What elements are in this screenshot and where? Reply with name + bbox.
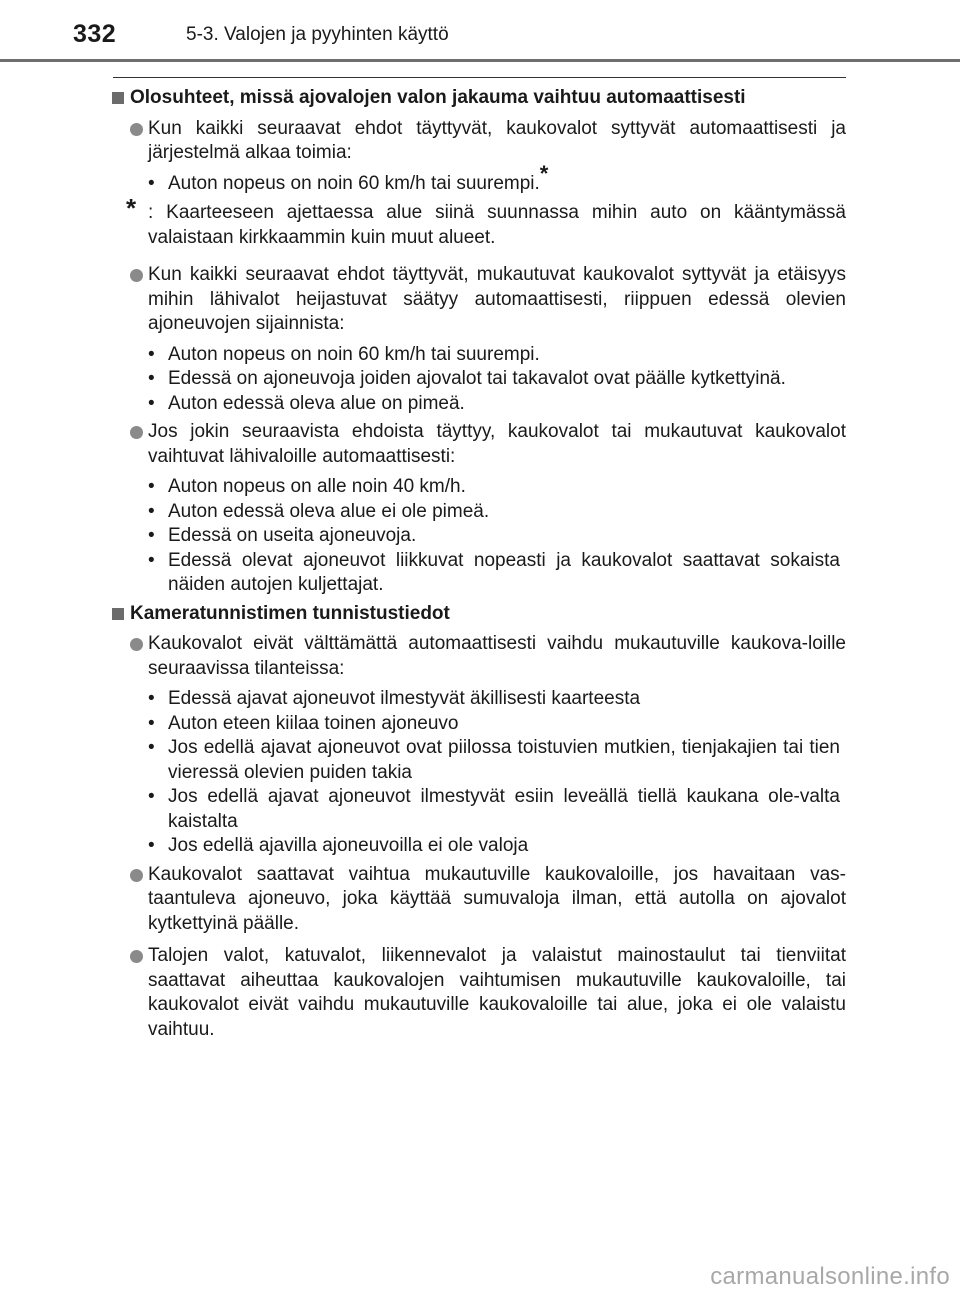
section-heading-text: Kameratunnistimen tunnistustiedot [130, 602, 450, 624]
footnote-asterisk: * [126, 193, 137, 223]
list-item [110, 343, 840, 368]
paragraph-text: Kun kaikki seuraavat ehdot täyttyvät, kaukovalot syttyvät automaattisesti ja järjestelmä alkaa toimia: [148, 117, 846, 163]
bullet-dot: • [148, 343, 155, 365]
circle-bullet-icon [130, 123, 143, 136]
bullet-dot: • [148, 500, 155, 522]
list-item [110, 785, 840, 834]
square-bullet-icon [112, 92, 124, 104]
page-content [110, 86, 846, 1048]
bullet-paragraph [110, 263, 846, 337]
bullet-dot: • [148, 737, 155, 758]
list-item [110, 475, 840, 500]
bullet-dot: • [148, 549, 155, 571]
list-item-text: Auton nopeus on alle noin 40 km/h. [168, 476, 466, 497]
list-item-text: Edessä on useita ajoneuvoja. [168, 525, 417, 546]
list-item-text: Auton nopeus on noin 60 km/h tai suurempi. [168, 172, 540, 194]
list-item [110, 160, 840, 197]
bullet-dot: • [148, 368, 155, 389]
section-heading [110, 86, 846, 111]
list-item-text: Jos edellä ajavat ajoneuvot ilmestyvät esiin leveällä tiellä kaukana ole-valta kaistalta [168, 786, 840, 832]
list-item [110, 736, 840, 785]
circle-bullet-icon [130, 869, 143, 882]
circle-bullet-icon [130, 950, 143, 963]
list-item-text: Edessä olevat ajoneuvot liikkuvat nopeasti ja kaukovalot saattavat sokaista näiden autojen kuljettajat. [168, 549, 840, 595]
footnote-text: : Kaarteeseen ajettaessa alue siinä suunnassa mihin auto on kääntymässä valaistaan kirkkaammin kuin muut alueet. [148, 202, 846, 248]
section-heading [110, 602, 846, 627]
page-header [0, 0, 960, 62]
list-item [110, 834, 840, 859]
footnote [110, 193, 846, 250]
bullet-dot: • [148, 712, 155, 734]
list-item-text: Auton edessä oleva alue on pimeä. [168, 392, 465, 414]
circle-bullet-icon [130, 426, 143, 439]
bullet-dot: • [148, 688, 155, 709]
paragraph-text: Kun kaikki seuraavat ehdot täyttyvät, mukautuvat kaukovalot syttyvät ja etäisyys mihin lähivalot heijastuvat säätyy automaattisesti, riippuen edessä olevien ajoneuvojen sijainnista: [148, 264, 846, 334]
page-number: 332 [73, 20, 117, 48]
header-divider [0, 59, 960, 62]
circle-bullet-icon [130, 269, 143, 282]
paragraph-text: Talojen valot, katuvalot, liikennevalot ja valaistut mainostaulut tai tienviitat saattavat aiheuttaa kaukovalojen vaihtumisen mukautuville kaukovaloille, tai kaukovalot eivät vaihdu mukautuville kaukovaloille tai alue, joka ei ole valaistu vaihtuu. [148, 945, 846, 1040]
bullet-dot: • [148, 392, 155, 414]
bullet-dot: • [148, 835, 155, 856]
list-item-text: Edessä ajavat ajoneuvot ilmestyvät äkillisesti kaarteesta [168, 688, 641, 709]
list-item [110, 392, 840, 417]
list-item [110, 712, 840, 737]
bullet-paragraph [110, 863, 846, 937]
bullet-dot: • [148, 786, 155, 807]
bullet-dot: • [148, 525, 155, 546]
list-item-text: Auton eteen kiilaa toinen ajoneuvo [168, 712, 459, 734]
paragraph-text: Kaukovalot saattavat vaihtua mukautuville kaukovaloille, jos havaitaan vas-taantuleva ajoneuvo, joka käyttää sumuvaloja ilman, että autolla on ajovalot kytkettyinä päälle. [148, 863, 846, 934]
watermark: carmanualsonline.info [710, 1263, 950, 1290]
list-item [110, 524, 840, 549]
list-item-text: Jos edellä ajavat ajoneuvot ovat piilossa toistuvien mutkien, tienjakajien tai tien vieressä olevien puiden takia [168, 737, 840, 783]
list-item-text: Auton edessä oleva alue ei ole pimeä. [168, 500, 490, 522]
list-item-text: Jos edellä ajavilla ajoneuvoilla ei ole valoja [168, 835, 529, 856]
list-item [110, 549, 840, 598]
section-divider [113, 77, 846, 78]
bullet-paragraph [110, 632, 846, 681]
section-heading-text: Olosuhteet, missä ajovalojen valon jakauma vaihtuu automaattisesti [130, 87, 746, 108]
paragraph-text: Kaukovalot eivät välttämättä automaattisesti vaihdu mukautuville kaukova-loille seuraavissa tilanteissa: [148, 633, 846, 679]
bullet-paragraph [110, 117, 846, 166]
list-item [110, 367, 840, 392]
bullet-paragraph [110, 420, 846, 469]
list-item [110, 500, 840, 525]
footnote-marker: * [539, 160, 549, 186]
list-item-text: Auton nopeus on noin 60 km/h tai suurempi. [168, 343, 540, 365]
square-bullet-icon [112, 608, 124, 620]
circle-bullet-icon [130, 638, 143, 651]
list-item [110, 687, 840, 712]
chapter-title: 5-3. Valojen ja pyyhinten käyttö [186, 24, 449, 45]
paragraph-text: Jos jokin seuraavista ehdoista täyttyy, kaukovalot tai mukautuvat kaukovalot vaihtuvat lähivaloille automaattisesti: [148, 421, 846, 467]
list-item-text: Edessä on ajoneuvoja joiden ajovalot tai takavalot ovat päälle kytkettyinä. [168, 368, 786, 389]
bullet-dot: • [148, 476, 155, 497]
bullet-dot: • [148, 172, 155, 194]
bullet-paragraph [110, 944, 846, 1042]
